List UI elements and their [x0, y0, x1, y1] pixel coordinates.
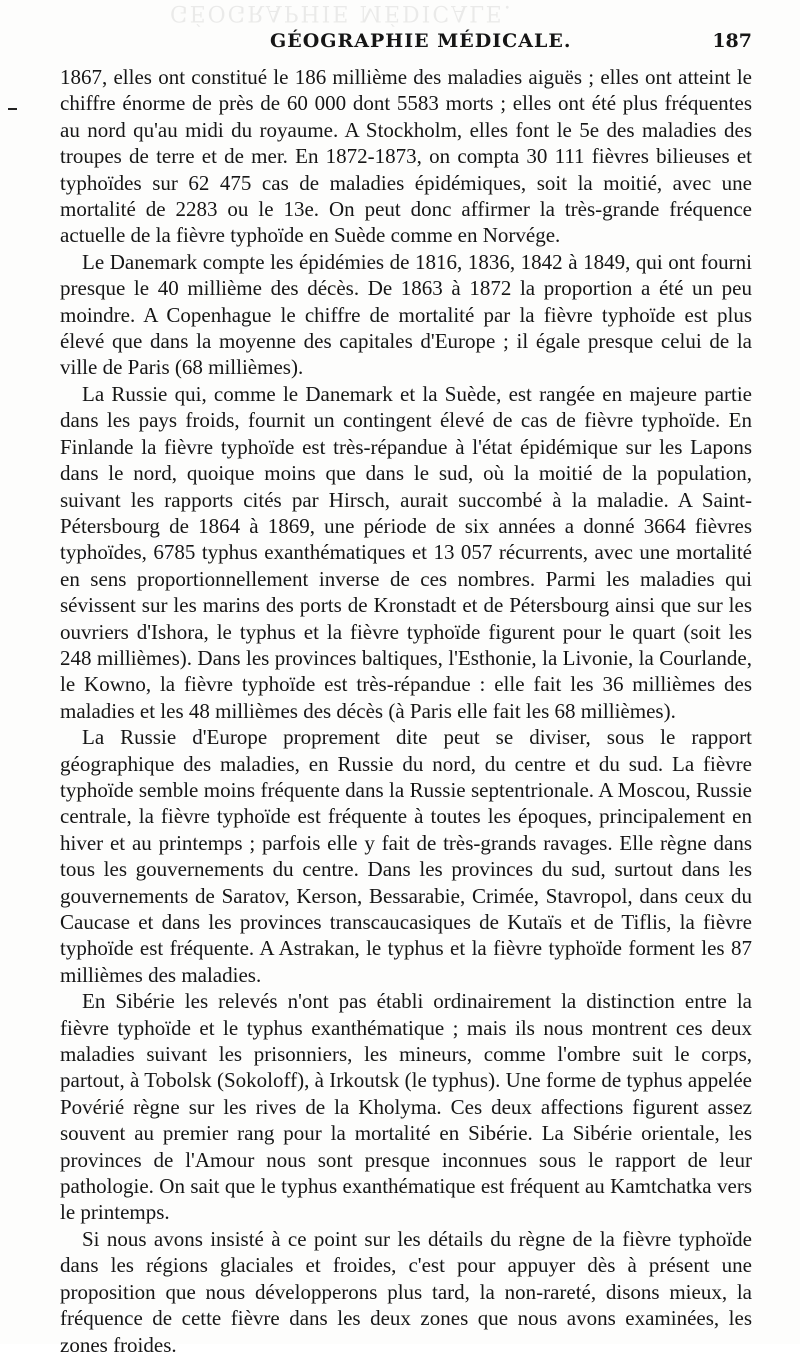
paragraph-5: En Sibérie les relevés n'ont pas établi ordinairement la distinction entre la fièvre typhoïde et le typhus exanthématique ; mais ils nous montrent ces deux maladies suivant les prisonniers, les mineurs, comme l'ombre suit le corps, partout, à Tobolsk (Sokoloff), à Irkoutsk (le typhus). Une forme de typhus appelée Povérié règne sur les rives de la Kholyma. Ces deux affections figurent assez souvent au premier rang pour la mortalité en Sibérie. La Sibérie orientale, les provinces de l'Amour nous sont presque inconnues sous le rapport de leur pathologie. On sait que le typhus exanthématique est fréquent au Kamtchatka vers le printemps.: [60, 989, 752, 1225]
paragraph-6: Si nous avons insisté à ce point sur les détails du règne de la fièvre typhoïde dans les régions glaciales et froides, c'est pour appuyer dès à présent une proposition que nous développerons plus tard, la non-rareté, disons mieux, la fréquence de cette fièvre dans les deux zones que nous avons examinées, les zones froides.: [60, 1226, 752, 1357]
bleed-through-text: GÉOGRAPHIE MÉDICALE.: [170, 0, 513, 25]
paragraph-4: La Russie d'Europe proprement dite peut se diviser, sous le rapport géographique des maladies, en Russie du nord, du centre et du sud. La fièvre typhoïde semble moins fréquente dans la Russie septentrionale. A Moscou, Russie centrale, la fièvre typhoïde est fréquente à toutes les époques, principalement en hiver et au printemps ; parfois elle y fait de très-grands ravages. Elle règne dans tous les gouvernements du centre. Dans les provinces du sud, surtout dans les gouvernements de Saratov, Kerson, Bessarabie, Crimée, Stavropol, dans ceux du Caucase et dans les provinces transcaucasiques de Kutaïs et de Tiflis, la fièvre typhoïde est fréquente. A Astrakan, le typhus et la fièvre typhoïde forment les 87 millièmes des maladies.: [60, 725, 752, 987]
paragraph-3: La Russie qui, comme le Danemark et la Suède, est rangée en majeure partie dans les pays froids, fournit un contingent élevé de cas de fièvre typhoïde. En Finlande la fièvre typhoïde est très-répandue à l'état épidémique sur les Lapons dans le nord, quoique moins que dans le sud, où la moitié de la population, suivant les rapports cités par Hirsch, aurait succombé à la maladie. A Saint-Pétersbourg de 1864 à 1869, une période de six années a donné 3664 fièvres typhoïdes, 6785 typhus exanthématiques et 13 057 récurrents, avec une mortalité en sens proportionnellement inverse de ces nombres. Parmi les maladies qui sévissent sur les marins des ports de Kronstadt et de Pétersbourg ainsi que sur les ouvriers d'Ishora, le typhus et la fièvre typhoïde figurent pour le quart (soit les 248 millièmes). Dans les provinces baltiques, l'Esthonie, la Livonie, la Courlande, le Kowno, la fièvre typhoïde est très-répandue : elle fait les 36 millièmes des maladies et les 48 millièmes des décès (à Paris elle fait les 68 millièmes).: [60, 381, 752, 723]
paragraph-2: Le Danemark compte les épidémies de 1816, 1836, 1842 à 1849, qui ont fourni presque le 40 millième des décès. De 1863 à 1872 la proportion a été un peu moindre. A Copenhague le chiffre de mortalité par la fièvre typhoïde est plus élevé que dans la moyenne des capitales d'Europe ; il égale presque celui de la ville de Paris (68 millièmes).: [60, 249, 752, 380]
margin-mark: [8, 108, 17, 110]
page-header: [60, 30, 752, 60]
body-text: [60, 64, 752, 1358]
running-head: GÉOGRAPHIE MÉDICALE.: [270, 30, 572, 52]
page-number: 187: [712, 30, 752, 52]
paragraph-1: 1867, elles ont constitué le 186 millième des maladies aiguës ; elles ont atteint le chiffre énorme de près de 60 000 dont 5583 morts ; elles ont été plus fréquentes au nord qu'au midi du royaume. A Stockholm, elles font le 5e des maladies des troupes de terre et de mer. En 1872-1873, on compta 30 111 fièvres bilieuses et typhoïdes sur 62 475 cas de maladies épidémiques, soit la moitié, avec une mortalité de 2283 ou le 13e. On peut donc affirmer la très-grande fréquence actuelle de la fièvre typhoïde en Suède comme en Norvége.: [60, 65, 752, 248]
